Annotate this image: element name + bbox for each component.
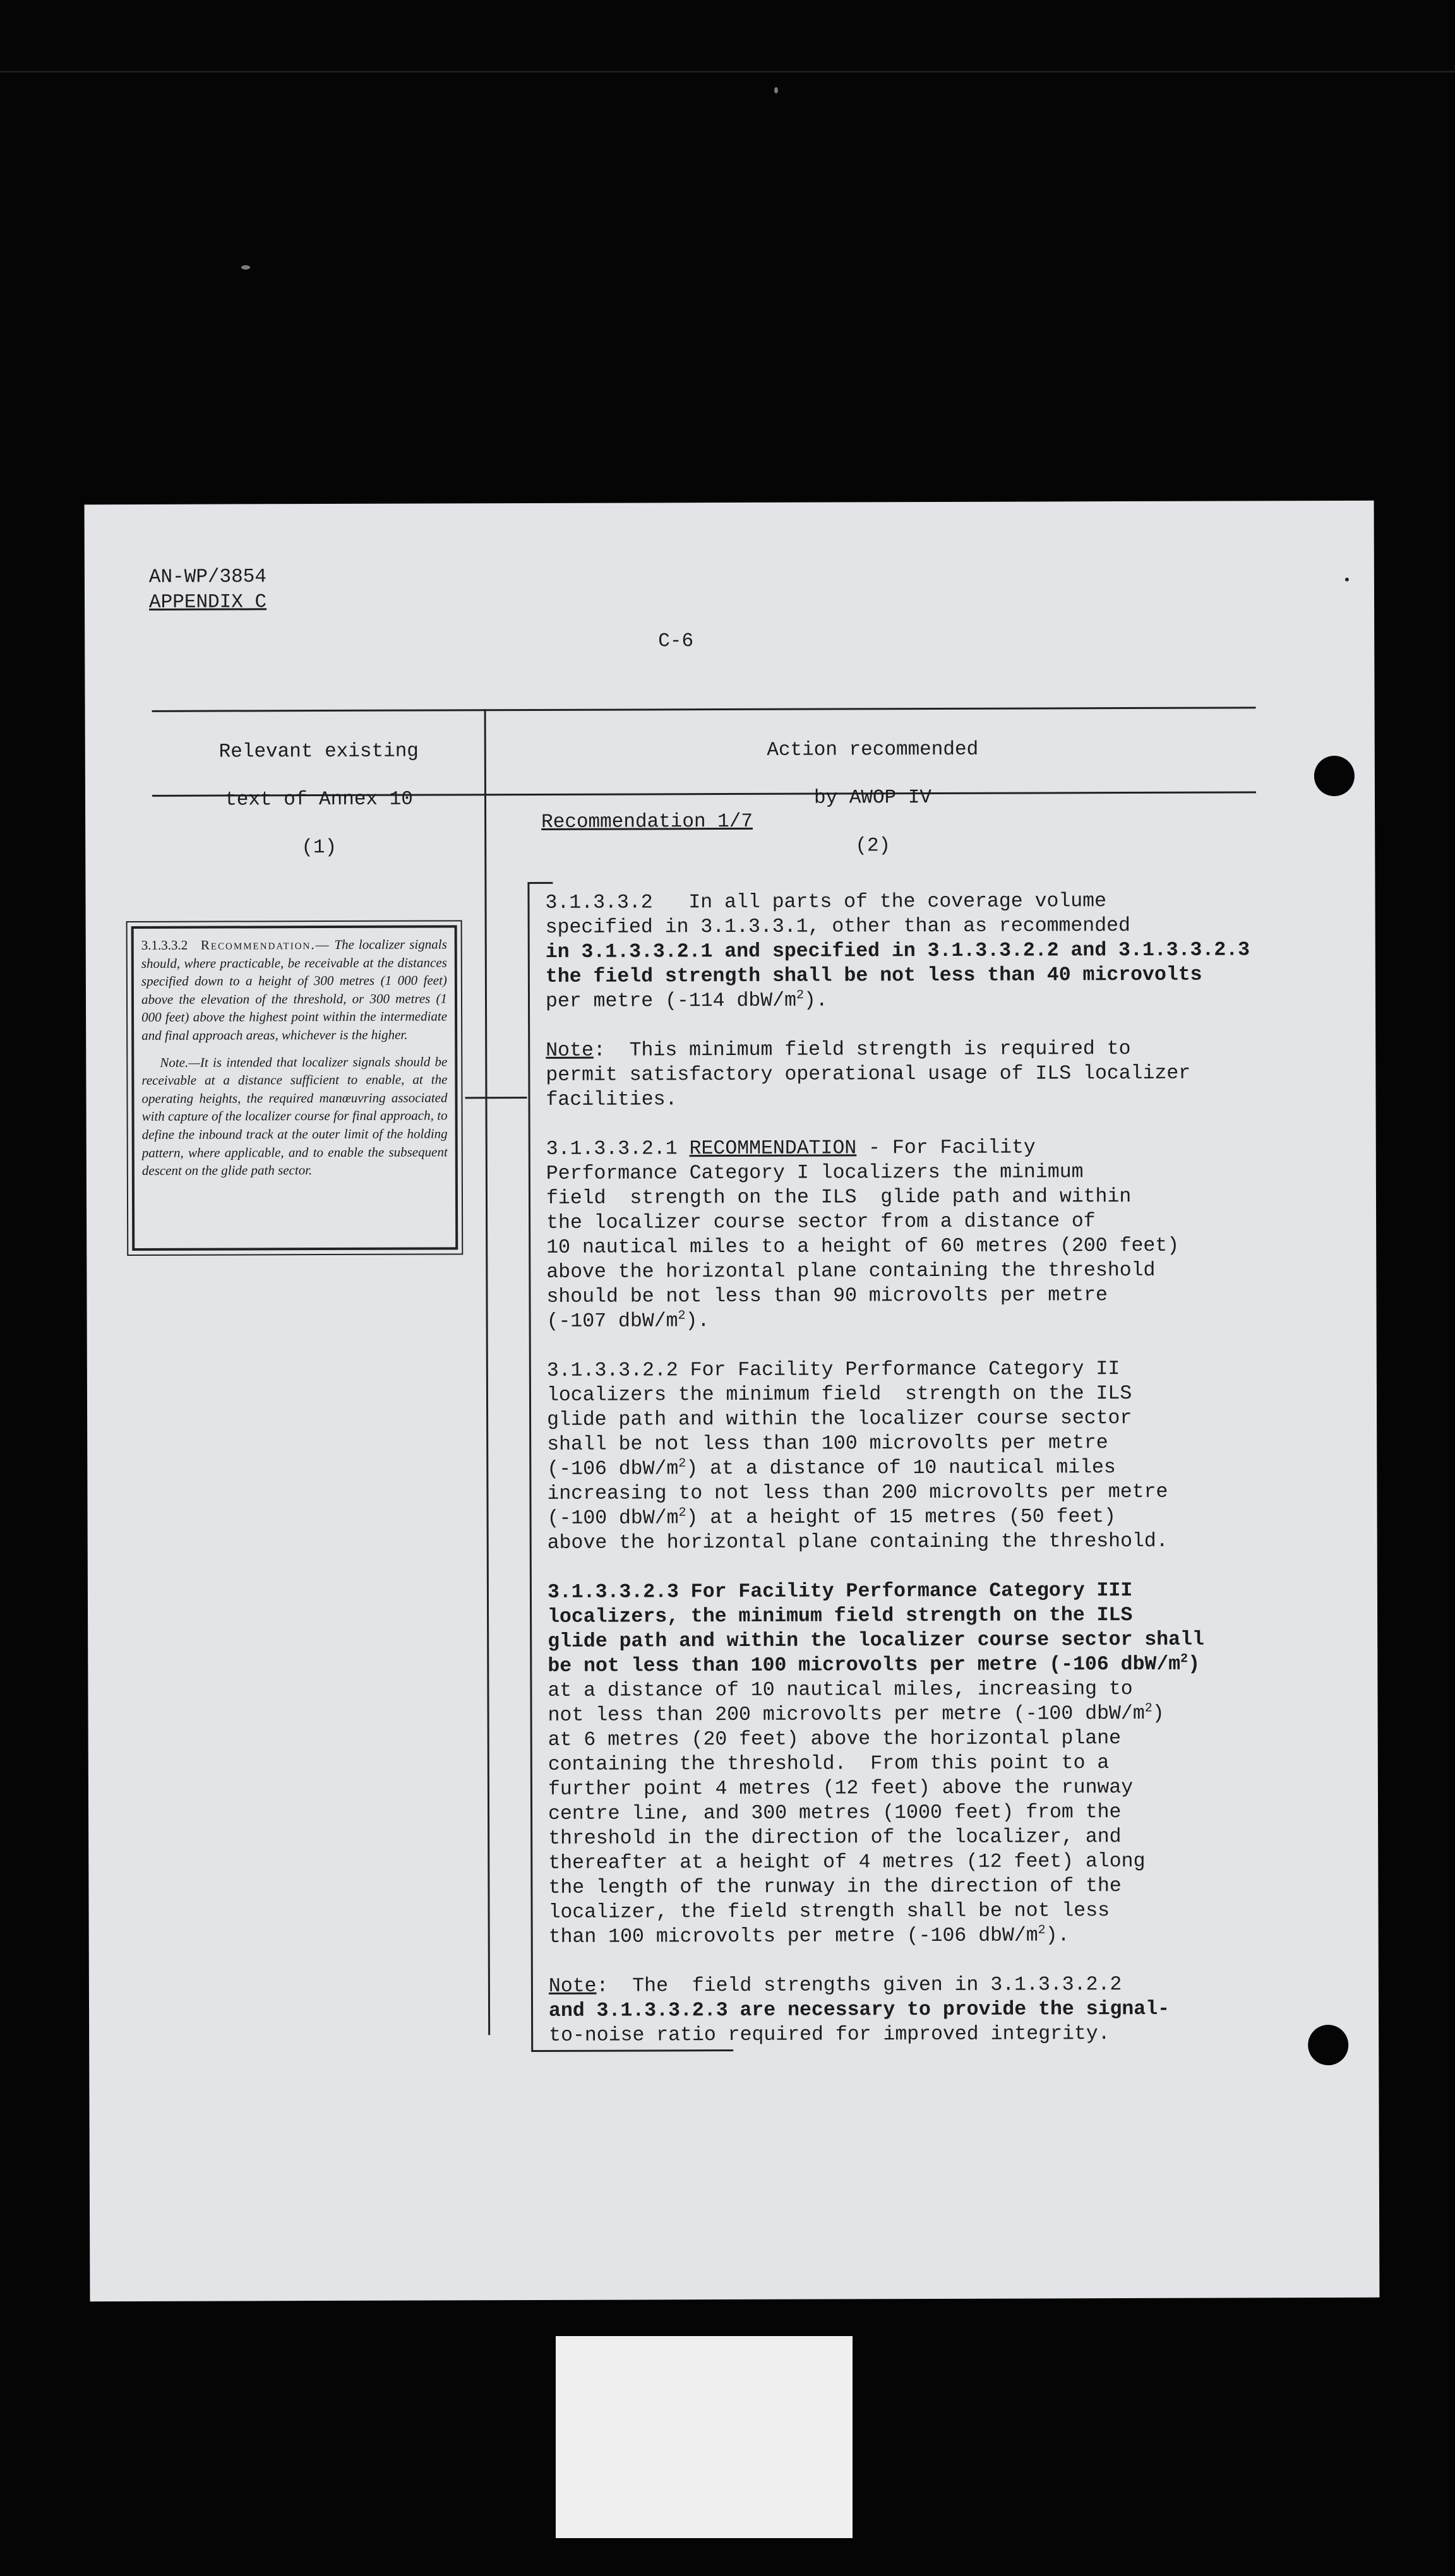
text-line: the localizer course sector from a distance of — [546, 1210, 1096, 1234]
text-line: above the horizontal plane containing the threshold. — [547, 1530, 1168, 1554]
text-line: the length of the runway in the direction of the — [548, 1875, 1122, 1899]
text-line: the field strength shall be not less than 40 microvolts — [545, 963, 1202, 988]
text-line: localizers the minimum field strength on the ILS — [546, 1383, 1132, 1407]
text-line — [549, 1972, 1122, 1999]
text-line: 3.1.3.3.2 In all parts of the coverage volume — [545, 890, 1107, 914]
annex-note-body: It is intended that localizer signals should be receivable at a distance sufficient to enable, at the operating heights, the required manœuvring associated with capture of the localizer course for final approach, to define the inbound track at the outer limit of the holding pattern, where applicable, and to enable the subsequent descent on the glide path sector. — [141, 1053, 448, 1179]
annex-clause-number: 3.1.3.3.2 — [141, 937, 188, 953]
text-line: localizers, the minimum field strength on the ILS — [548, 1604, 1133, 1628]
text-line — [548, 1702, 1165, 1728]
text-fragment: than 100 microvolts per metre (-106 dbW/m — [548, 1924, 1038, 1948]
text-line: glide path and within the localizer course sector shall — [548, 1628, 1204, 1653]
text-line — [548, 1505, 1117, 1531]
text-line — [547, 1309, 710, 1334]
document-id: AN-WP/3854 — [148, 566, 266, 588]
text-line: in 3.1.3.3.2.1 and specified in 3.1.3.3.2.2 and 3.1.3.3.2.3 — [545, 939, 1250, 963]
text-fragment: ) — [1152, 1702, 1165, 1725]
text-line: threshold in the direction of the localizer, and — [548, 1826, 1122, 1850]
document-page — [85, 501, 1380, 2301]
text-fragment: - For Facility — [856, 1136, 1036, 1160]
superscript: 2 — [796, 988, 805, 1003]
recommendation-title: Recommendation 1/7 — [541, 810, 753, 833]
text-line: glide path and within the localizer course sector — [547, 1407, 1132, 1431]
text-line: and 3.1.3.3.2.3 are necessary to provide the signal- — [548, 1998, 1170, 2022]
text-line: 10 nautical miles to a height of 60 metres (200 feet) — [546, 1234, 1180, 1259]
recommendation-label: RECOMMENDATION — [689, 1137, 857, 1160]
text-fragment: ). — [803, 989, 828, 1012]
text-fragment: 3.1.3.3.2.1 — [546, 1138, 678, 1160]
text-line — [548, 1652, 1200, 1679]
text-line — [546, 1135, 1036, 1161]
film-speck — [774, 87, 778, 93]
text-fragment: ). — [685, 1310, 710, 1333]
superscript: 2 — [1038, 1923, 1046, 1938]
text-line: specified in 3.1.3.3.1, other than as recommended — [545, 915, 1130, 939]
appendix-label: APPENDIX C — [148, 591, 267, 614]
text-fragment: ) at a height of 15 metres (50 feet) — [686, 1506, 1117, 1530]
connector-line — [465, 1097, 527, 1099]
proposal-bracket-top — [527, 882, 553, 884]
text-line: shall be not less than 100 microvolts per metre — [547, 1432, 1108, 1456]
text-line: 3.1.3.3.2.2 For Facility Performance Category II — [546, 1358, 1120, 1382]
text-fragment: (-107 dbW/m — [546, 1310, 678, 1333]
text-line: at a distance of 10 nautical miles, increasing to — [548, 1678, 1133, 1702]
text-line: localizer, the field strength shall be not less — [548, 1900, 1110, 1924]
annex-note-label: Note.— — [160, 1054, 200, 1070]
text-line: to-noise ratio required for improved integrity. — [549, 2023, 1110, 2047]
column-1-title-line2: text of Annex 10 — [225, 788, 413, 811]
superscript: 2 — [678, 1456, 686, 1471]
proposal-bracket-left — [527, 882, 533, 2051]
text-line — [546, 989, 828, 1014]
text-line: facilities. — [546, 1088, 678, 1111]
text-fragment: (-106 dbW/m — [547, 1458, 679, 1481]
text-line — [549, 1923, 1070, 1950]
film-speck — [241, 265, 250, 270]
punch-hole-top — [1314, 756, 1355, 796]
text-fragment: : This minimum field strength is required to — [593, 1038, 1131, 1062]
text-line: containing the threshold. From this point to a — [548, 1752, 1110, 1776]
note-label: Note — [548, 1975, 597, 1998]
table-top-rule — [152, 707, 1256, 712]
annex-text-frame — [131, 925, 458, 1251]
page-number: C-6 — [658, 630, 694, 653]
text-line: centre line, and 300 metres (1000 feet) from the — [548, 1801, 1122, 1825]
text-line: should be not less than 90 microvolts per metre — [546, 1284, 1108, 1308]
proposal-bracket-bottom — [531, 2049, 733, 2052]
column-divider — [484, 709, 491, 2035]
text-fragment: ). — [1045, 1924, 1070, 1947]
text-fragment: (-100 dbW/m — [547, 1507, 679, 1530]
text-fragment: not less than 200 microvolts per metre (-100 dbW/m — [548, 1702, 1145, 1727]
text-line: increasing to not less than 200 microvolts per metre — [547, 1481, 1168, 1505]
annex-note — [141, 1052, 448, 1180]
text-line: Performance Category I localizers the minimum — [546, 1161, 1084, 1185]
text-fragment: per metre (-114 dbW/m — [545, 989, 797, 1013]
text-line — [546, 1037, 1130, 1063]
superscript: 2 — [1180, 1652, 1189, 1667]
superscript: 2 — [1144, 1701, 1153, 1716]
column-1-number: (1) — [301, 836, 337, 859]
text-line: 3.1.3.3.2.3 For Facility Performance Category III — [547, 1580, 1133, 1604]
text-line — [547, 1455, 1116, 1482]
punch-hole-bottom — [1308, 2025, 1348, 2065]
column-1-title-line1: Relevant existing — [219, 740, 419, 763]
text-fragment: ) — [1188, 1653, 1201, 1676]
paper-stub — [556, 2336, 853, 2538]
annex-recommendation — [141, 935, 448, 1044]
text-line: field strength on the ILS glide path and within — [546, 1186, 1132, 1210]
superscript: 2 — [678, 1505, 686, 1520]
text-line: above the horizontal plane containing the threshold — [546, 1259, 1156, 1284]
column-2-title-line2: by AWOP IV — [813, 787, 932, 809]
text-line: thereafter at a height of 4 metres (12 feet) along — [548, 1850, 1146, 1875]
annex-clause-body: The localizer signals should, where practicable, be receivable at the distances specified down to a height of 300 metres (1 000 feet) above the elevation of the threshold, or 300 metres (1 000 feet) above the highest point within the intermediate and final approach areas, whichever is the higher. — [141, 936, 448, 1043]
superscript: 2 — [678, 1308, 686, 1323]
column-2-title-line1: Action recommended — [767, 738, 979, 761]
column-2-number: (2) — [855, 835, 891, 857]
annex-text-box — [126, 920, 464, 1256]
text-fragment: : The field strengths given in 3.1.3.3.2.2 — [596, 1974, 1122, 1998]
note-label: Note — [546, 1039, 594, 1062]
text-line: permit satisfactory operational usage of ILS localizer — [546, 1062, 1191, 1087]
text-line: at 6 metres (20 feet) above the horizontal plane — [548, 1727, 1122, 1751]
film-edge-line — [0, 71, 1455, 73]
text-fragment: ) at a distance of 10 nautical miles — [686, 1457, 1116, 1481]
column-2-heading — [489, 713, 1257, 883]
paper-mark — [1345, 578, 1349, 581]
annex-clause-label: Recommendation.— — [200, 936, 330, 953]
column-1-heading — [155, 715, 484, 885]
text-fragment: be not less than 100 microvolts per metre (-106 dbW/m — [548, 1653, 1181, 1678]
text-line: further point 4 metres (12 feet) above the runway — [548, 1777, 1134, 1801]
